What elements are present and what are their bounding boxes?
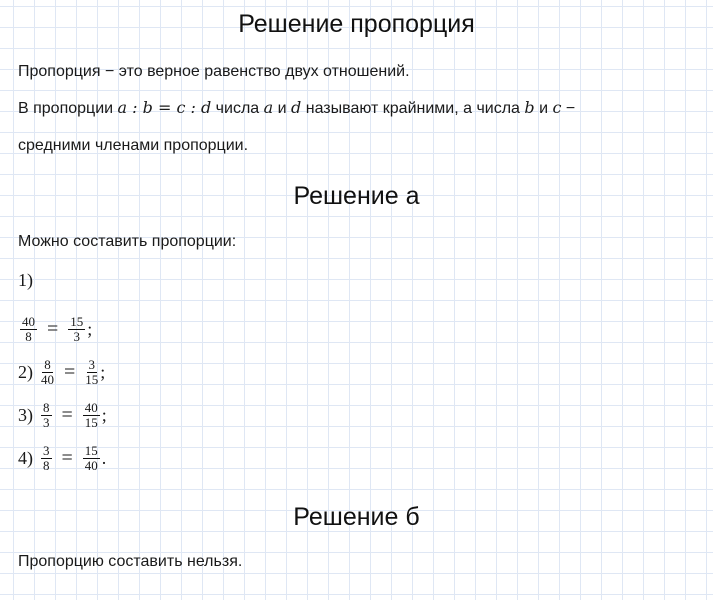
proportion-2 bbox=[18, 358, 105, 387]
numerator: 15 bbox=[70, 314, 84, 329]
page-title: Решение пропорция bbox=[238, 10, 475, 38]
label: 4) bbox=[18, 448, 33, 468]
fraction bbox=[68, 315, 85, 344]
text: и bbox=[539, 100, 549, 117]
numerator: 8 bbox=[43, 400, 50, 415]
numerator: 3 bbox=[88, 357, 96, 372]
text: − bbox=[565, 100, 576, 117]
numerator: 8 bbox=[44, 357, 51, 372]
var-d: d bbox=[291, 98, 302, 117]
fraction bbox=[83, 444, 100, 473]
numerator: 3 bbox=[43, 443, 50, 458]
fraction bbox=[41, 401, 52, 430]
var-b: b bbox=[524, 98, 535, 117]
denominator: 3 bbox=[73, 329, 81, 344]
fraction bbox=[41, 444, 52, 473]
fraction bbox=[20, 315, 37, 344]
var-a: a bbox=[263, 98, 274, 117]
item-1-label bbox=[18, 270, 33, 291]
denominator: 15 bbox=[85, 372, 99, 387]
definition-line3: средними членами пропорции. bbox=[18, 137, 249, 154]
punct: . bbox=[101, 448, 107, 468]
equals: = bbox=[61, 447, 73, 469]
proportion-4 bbox=[18, 444, 106, 473]
section-b-title: Решение б bbox=[293, 503, 420, 531]
denominator: 8 bbox=[25, 329, 32, 344]
punct: ; bbox=[101, 405, 107, 425]
equals: = bbox=[47, 318, 59, 340]
section-b-text: Пропорцию составить нельзя. bbox=[18, 553, 243, 570]
fraction bbox=[85, 358, 98, 387]
denominator: 40 bbox=[84, 458, 98, 473]
equals: = bbox=[64, 361, 76, 383]
section-a-title: Решение а bbox=[293, 182, 420, 210]
text: В пропорции bbox=[18, 100, 114, 117]
punct: ; bbox=[100, 362, 106, 382]
fraction bbox=[83, 401, 100, 430]
text: называют крайними, а числа bbox=[305, 100, 520, 117]
label: 2) bbox=[18, 362, 33, 382]
label: 3) bbox=[18, 405, 33, 425]
proportion-3 bbox=[18, 401, 107, 430]
section-a-text: Можно составить пропорции: bbox=[18, 233, 237, 250]
punct: ; bbox=[87, 319, 93, 339]
denominator: 40 bbox=[41, 372, 54, 387]
equals: = bbox=[61, 404, 73, 426]
text: и bbox=[277, 100, 287, 117]
proportion-expr: a : b = c : d bbox=[117, 98, 212, 117]
numerator: 15 bbox=[84, 443, 98, 458]
denominator: 15 bbox=[84, 415, 98, 430]
proportion-1 bbox=[18, 315, 92, 344]
fraction bbox=[41, 358, 54, 387]
text: числа bbox=[215, 100, 260, 117]
numerator: 40 bbox=[22, 314, 35, 329]
denominator: 8 bbox=[43, 458, 50, 473]
numerator: 40 bbox=[84, 400, 98, 415]
label: 1) bbox=[18, 270, 33, 290]
var-c: c bbox=[552, 98, 562, 117]
definition-text: Пропорция − это верное равенство двух отношений. bbox=[18, 63, 410, 80]
definition-line2 bbox=[18, 98, 575, 118]
denominator: 3 bbox=[43, 415, 50, 430]
